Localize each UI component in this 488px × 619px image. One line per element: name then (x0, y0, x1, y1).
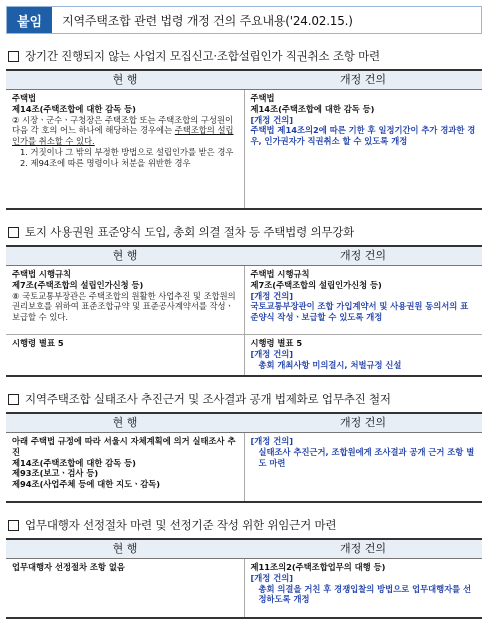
table-row (6, 266, 482, 335)
section-2-title: 토지 사용권원 표준양식 도입, 총회 의결 절차 등 주택법령 의무강화 (6, 224, 482, 240)
column-header-proposal: 개정 건의 (244, 539, 482, 559)
column-header-proposal: 개정 건의 (244, 413, 482, 433)
table-row (6, 433, 482, 503)
checkbox-square-icon (8, 394, 19, 405)
column-header-current: 현 행 (6, 70, 244, 90)
current-cell: 아래 주택법 규정에 따라 서울시 자체계획에 의거 실태조사 추진 제14조(주택조합에 대한 감독 등) 제93조(보고ㆍ검사 등) 제94조(사업주체 등에 대한 지도ㆍ감독) (6, 433, 244, 503)
checkbox-square-icon (8, 51, 19, 62)
column-header-current: 현 행 (6, 413, 244, 433)
checkbox-square-icon (8, 520, 19, 531)
section-1-table (6, 69, 482, 210)
current-cell: 업무대행자 선정절차 조항 없음 (6, 559, 244, 619)
column-header-current: 현 행 (6, 246, 244, 266)
section-1-title: 장기간 진행되지 않는 사업지 모집신고·조합설립인가 직권취소 조항 마련 (6, 48, 482, 64)
section-3-table (6, 412, 482, 503)
proposal-cell: 시행령 별표 5 [개정 건의] 총회 개최사항 미의결시, 처벌규정 신설 (244, 335, 482, 377)
table-row (6, 335, 482, 377)
proposal-cell: [개정 건의] 실태조사 추진근거, 조합원에게 조사결과 공개 근거 조항 별도 마련 (244, 433, 482, 503)
section-4-title: 업무대행자 선정절차 마련 및 선정기준 작성 위한 위임근거 마련 (6, 517, 482, 533)
current-cell: 주택법 시행규칙 제7조(주택조합의 설립인가신청 등) ⑧ 국토교통부장관은 주택조합의 원활한 사업추진 및 조합원의 권리보호를 위하여 표준조합규약 및 표준공사계약서를 작성ㆍ보급할 수 있다. (6, 266, 244, 335)
table-row (6, 559, 482, 619)
section-3-title: 지역주택조합 실태조사 추진근거 및 조사결과 공개 법제화로 업무추진 철저 (6, 391, 482, 407)
attachment-tag: 붙임 (7, 7, 52, 33)
proposal-cell: 주택법 제14조(주택조합에 대한 감독 등) [개정 건의] 주택법 제14조의2에 따른 기한 후 일정기간이 추가 경과한 경우, 인가권자가 직권취소 할 수 있도록 개정 (244, 90, 482, 210)
proposal-cell: 제11조의2(주택조합업무의 대행 등) [개정 건의] 총회 의결을 거친 후 경쟁입찰의 방법으로 업무대행자를 선정하도록 개정 (244, 559, 482, 619)
checkbox-square-icon (8, 227, 19, 238)
document-title: 지역주택조합 관련 법령 개정 건의 주요내용('24.02.15.) (62, 13, 353, 28)
table-row (6, 90, 482, 210)
column-header-proposal: 개정 건의 (244, 70, 482, 90)
current-cell: 주택법 제14조(주택조합에 대한 감독 등) ② 시장ㆍ군수ㆍ구청장은 주택조합 또는 주택조합의 구성원이 다음 각 호의 어느 하나에 해당하는 경우에는 주택조합의 설립인가를 취소할 수 있다. 1. 거짓이나 그 밖의 부정한 방법으로 설립인가를 받은 경우 2. 제94조에 따른 명령이나 처분을 위반한 경우 (6, 90, 244, 210)
section-4-table (6, 538, 482, 619)
proposal-cell: 주택법 시행규칙 제7조(주택조합의 설립인가신청 등) [개정 건의] 국토교통부장관이 조합 가입계약서 및 사용권원 동의서의 표준양식 작성ㆍ보급할 수 있도록 개정 (244, 266, 482, 335)
document-header (6, 6, 482, 34)
column-header-current: 현 행 (6, 539, 244, 559)
current-cell: 시행령 별표 5 (6, 335, 244, 377)
column-header-proposal: 개정 건의 (244, 246, 482, 266)
section-2-table (6, 245, 482, 377)
